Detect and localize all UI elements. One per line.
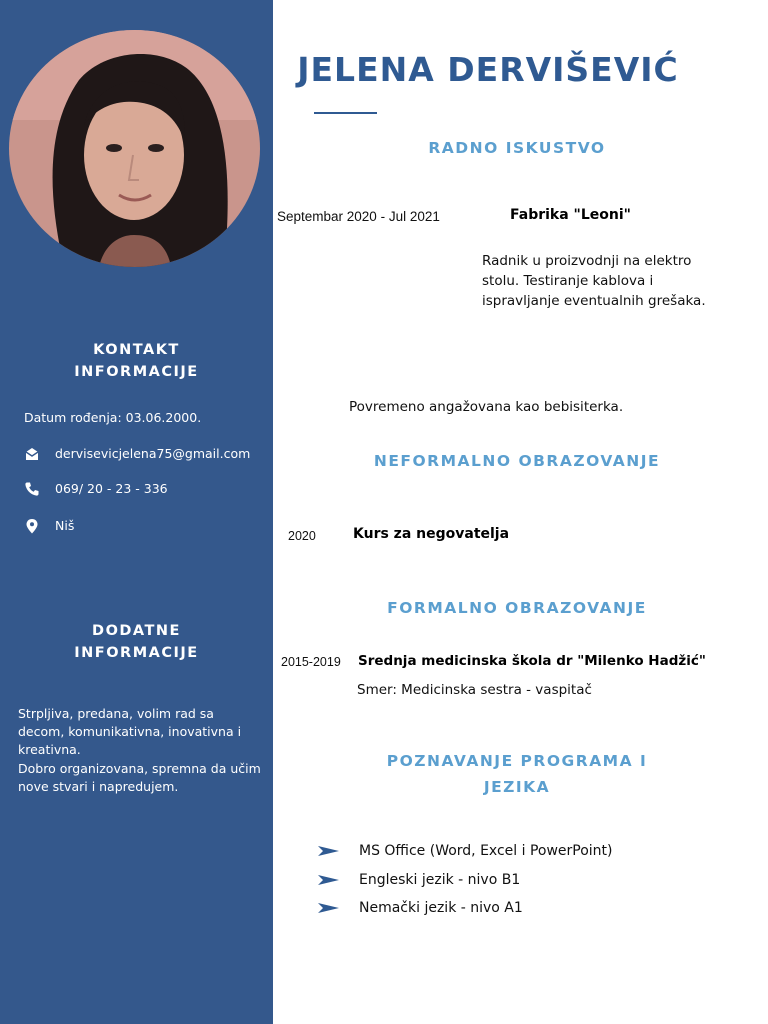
informal-course: Kurs za negovatelja — [353, 526, 510, 542]
informal-heading — [273, 448, 761, 474]
informal-heading-text: NEFORMALNO OBRAZOVANJE — [373, 452, 661, 470]
skill-item-text: Engleski jezik - nivo B1 — [359, 872, 521, 888]
phone-value[interactable]: 069/ 20 - 23 - 336 — [55, 481, 168, 496]
location-pin-icon — [24, 518, 40, 534]
phone-icon — [24, 481, 40, 497]
envelope-icon — [24, 446, 40, 462]
work-heading-text: RADNO ISKUSTVO — [428, 139, 606, 157]
arrow-bullet-icon — [318, 902, 340, 914]
work-extra: Povremeno angažovana kao bebisiterka. — [349, 399, 624, 415]
email-value[interactable]: dervisevicjelena75@gmail.com — [55, 446, 251, 461]
work-date: Septembar 2020 - Jul 2021 — [277, 209, 440, 224]
additional-heading-line1: DODATNE — [92, 623, 181, 639]
skills-heading-line2: JEZIKA — [483, 778, 551, 796]
full-name: JELENA DERVIŠEVIĆ — [297, 50, 679, 89]
additional-heading — [0, 620, 273, 664]
skills-heading — [273, 748, 761, 800]
arrow-bullet-icon — [318, 874, 340, 886]
formal-years: 2015-2019 — [281, 655, 341, 669]
name-divider — [314, 112, 377, 114]
contact-heading-line2: INFORMACIJE — [74, 364, 199, 380]
skill-item-text: MS Office (Word, Excel i PowerPoint) — [359, 843, 613, 859]
skill-item-text: Nemački jezik - nivo A1 — [359, 900, 523, 916]
work-heading — [273, 135, 761, 161]
formal-major: Smer: Medicinska sestra - vaspitač — [357, 682, 592, 698]
formal-school: Srednja medicinska škola dr "Milenko Hadžić" — [358, 653, 706, 669]
contact-heading — [0, 339, 273, 383]
additional-text-2: Dobro organizovana, spremna da učim nove stvari i napredujem. — [18, 761, 261, 794]
informal-year: 2020 — [288, 529, 316, 543]
work-company: Fabrika "Leoni" — [510, 207, 631, 223]
formal-heading — [273, 595, 761, 621]
work-description: Radnik u proizvodnji na elektro stolu. Testiranje kablova i ispravljanje eventualnih grešaka. — [482, 253, 706, 309]
city-value: Niš — [55, 518, 75, 533]
additional-text-1: Strpljiva, predana, volim rad sa decom, komunikativna, inovativna i kreativna. — [18, 706, 242, 757]
profile-photo — [9, 30, 260, 267]
arrow-bullet-icon — [318, 845, 340, 857]
sidebar — [0, 0, 273, 1024]
additional-heading-line2: INFORMACIJE — [74, 645, 199, 661]
birth-date: Datum rođenja: 03.06.2000. — [24, 410, 202, 425]
formal-heading-text: FORMALNO OBRAZOVANJE — [387, 599, 647, 617]
skills-heading-line1: POZNAVANJE PROGRAMA I — [386, 752, 648, 770]
contact-heading-line1: KONTAKT — [93, 342, 180, 358]
